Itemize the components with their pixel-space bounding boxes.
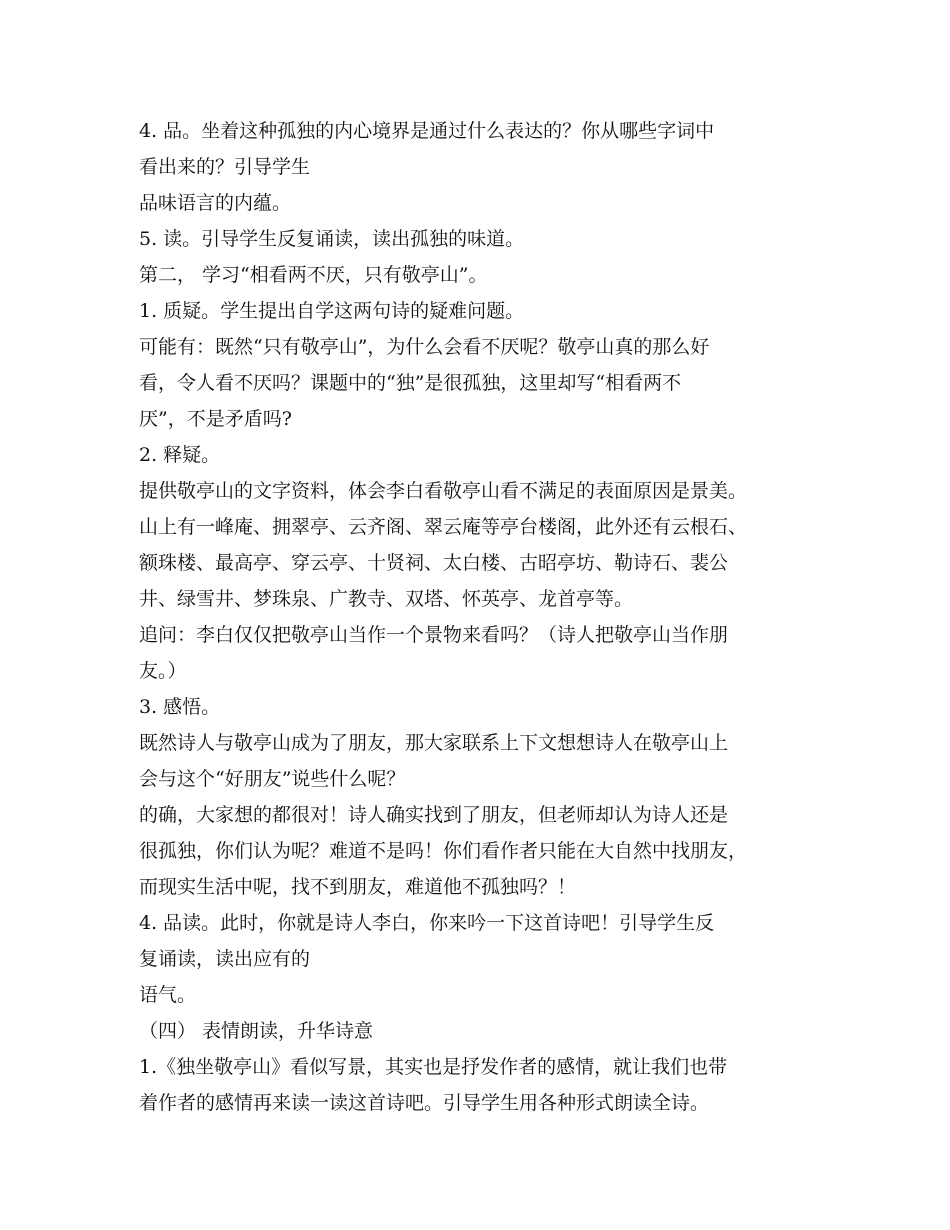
- text-line: 井、绿雪井、梦珠泉、广教寺、双塔、怀英亭、龙首亭等。: [139, 588, 634, 610]
- text-line: 很孤独，你们认为呢？难道不是吗！你们看作者只能在大自然中找朋友，: [139, 840, 748, 862]
- text-line: 追问：李白仅仅把敬亭山当作一个景物来看吗？（诗人把敬亭山当作朋: [139, 624, 729, 646]
- text-line: 会与这个“好朋友”说些什么呢？: [139, 768, 406, 790]
- section-heading: （四） 表情朗读，升华诗意: [139, 1020, 374, 1042]
- text-line: 山上有一峰庵、拥翠亭、云齐阁、翠云庵等亭台楼阁，此外还有云根石、: [139, 516, 748, 538]
- text-line: 品味语言的内蕴。: [139, 192, 292, 214]
- text-line: 友。）: [139, 660, 187, 682]
- text-line: 既然诗人与敬亭山成为了朋友，那大家联系上下文想想诗人在敬亭山上: [139, 732, 729, 754]
- text-line: 4. 品读。此时，你就是诗人李白，你来吟一下这首诗吧！引导学生反: [139, 912, 715, 934]
- text-line: 看，令人看不厌吗？课题中的“独”是很孤独，这里却写“相看两不: [139, 372, 682, 394]
- text-line: 提供敬亭山的文字资料，体会李白看敬亭山看不满足的表面原因是景美。: [139, 480, 748, 502]
- section-heading: 第二， 学习“相看两不厌，只有敬亭山”。: [139, 264, 488, 286]
- text-line: 看出来的？引导学生: [139, 156, 311, 178]
- text-line: 而现实生活中呢，找不到朋友，难道他不孤独吗？！: [139, 876, 577, 898]
- text-line: 4. 品。坐着这种孤独的内心境界是通过什么表达的？你从哪些字词中: [139, 120, 715, 142]
- text-line: 2. 释疑。: [139, 444, 221, 466]
- text-line: 复诵读，读出应有的: [139, 948, 311, 970]
- text-line: 语气。: [139, 984, 197, 1006]
- text-line: 3. 感悟。: [139, 696, 221, 718]
- text-line: 厌”，不是矛盾吗?: [139, 408, 292, 430]
- text-line: 着作者的感情再来读一读这首诗吧。引导学生用各种形式朗读全诗。: [139, 1092, 710, 1114]
- text-line: 1. 质疑。学生提出自学这两句诗的疑难问题。: [139, 300, 525, 322]
- text-line: 额珠楼、最高亭、穿云亭、十贤祠、太白楼、古昭亭坊、勒诗石、裴公: [139, 552, 729, 574]
- text-line: 5. 读。引导学生反复诵读，读出孤独的味道。: [139, 228, 525, 250]
- text-line: 可能有：既然“只有敬亭山”，为什么会看不厌呢？敬亭山真的那么好: [139, 336, 710, 358]
- text-line: 1.《独坐敬亭山》看似写景，其实也是抒发作者的感情，就让我们也带: [139, 1056, 728, 1078]
- document-body: [139, 113, 829, 1121]
- text-line: 的确，大家想的都很对！诗人确实找到了朋友，但老师却认为诗人还是: [139, 804, 729, 826]
